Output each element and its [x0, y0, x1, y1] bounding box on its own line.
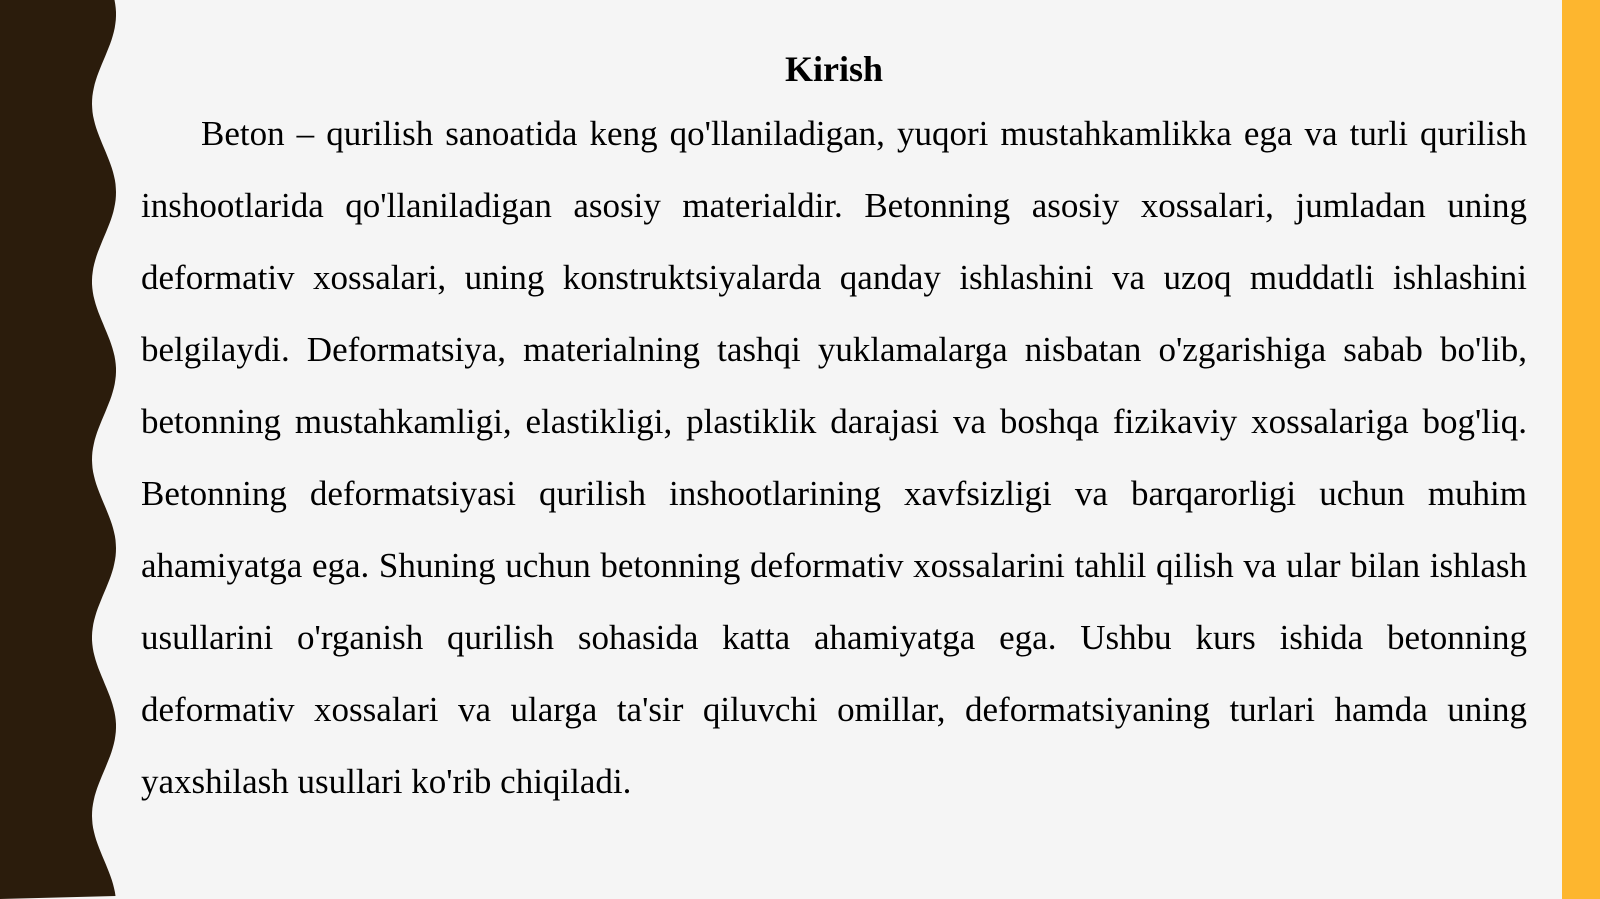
- wavy-left-border: [0, 0, 120, 899]
- wave-shape: [0, 0, 116, 899]
- slide-body-text: Beton – qurilish sanoatida keng qo'llaniladigan, yuqori mustahkamlikka ega va turli qurilish inshootlarida qo'llaniladigan asosiy materialdir. Betonning asosiy xossalari, jumladan uning deformativ xossalari, uning konstruktsiyalarda qanday ishlashini va uzoq muddatli ishlashini belgilaydi. Deformatsiya, materialning tashqi yuklamalarga nisbatan o'zgarishiga sabab bo'lib, betonning mustahkamligi, elastikligi, plastiklik darajasi va boshqa fizikaviy xossalariga bog'liq. Betonning deformatsiyasi qurilish inshootlarining xavfsizligi va barqarorligi uchun muhim ahamiyatga ega. Shuning uchun betonning deformativ xossalarini tahlil qilish va ular bilan ishlash usullarini o'rganish qurilish sohasida katta ahamiyatga ega. Ushbu kurs ishida betonning deformativ xossalari va ularga ta'sir qiluvchi omillar, deformatsiyaning turlari hamda uning yaxshilash usullari ko'rib chiqiladi.: [141, 114, 1527, 801]
- right-accent-bar: [1562, 0, 1600, 899]
- slide-title: Kirish: [784, 49, 883, 89]
- slide-content: [141, 40, 1527, 818]
